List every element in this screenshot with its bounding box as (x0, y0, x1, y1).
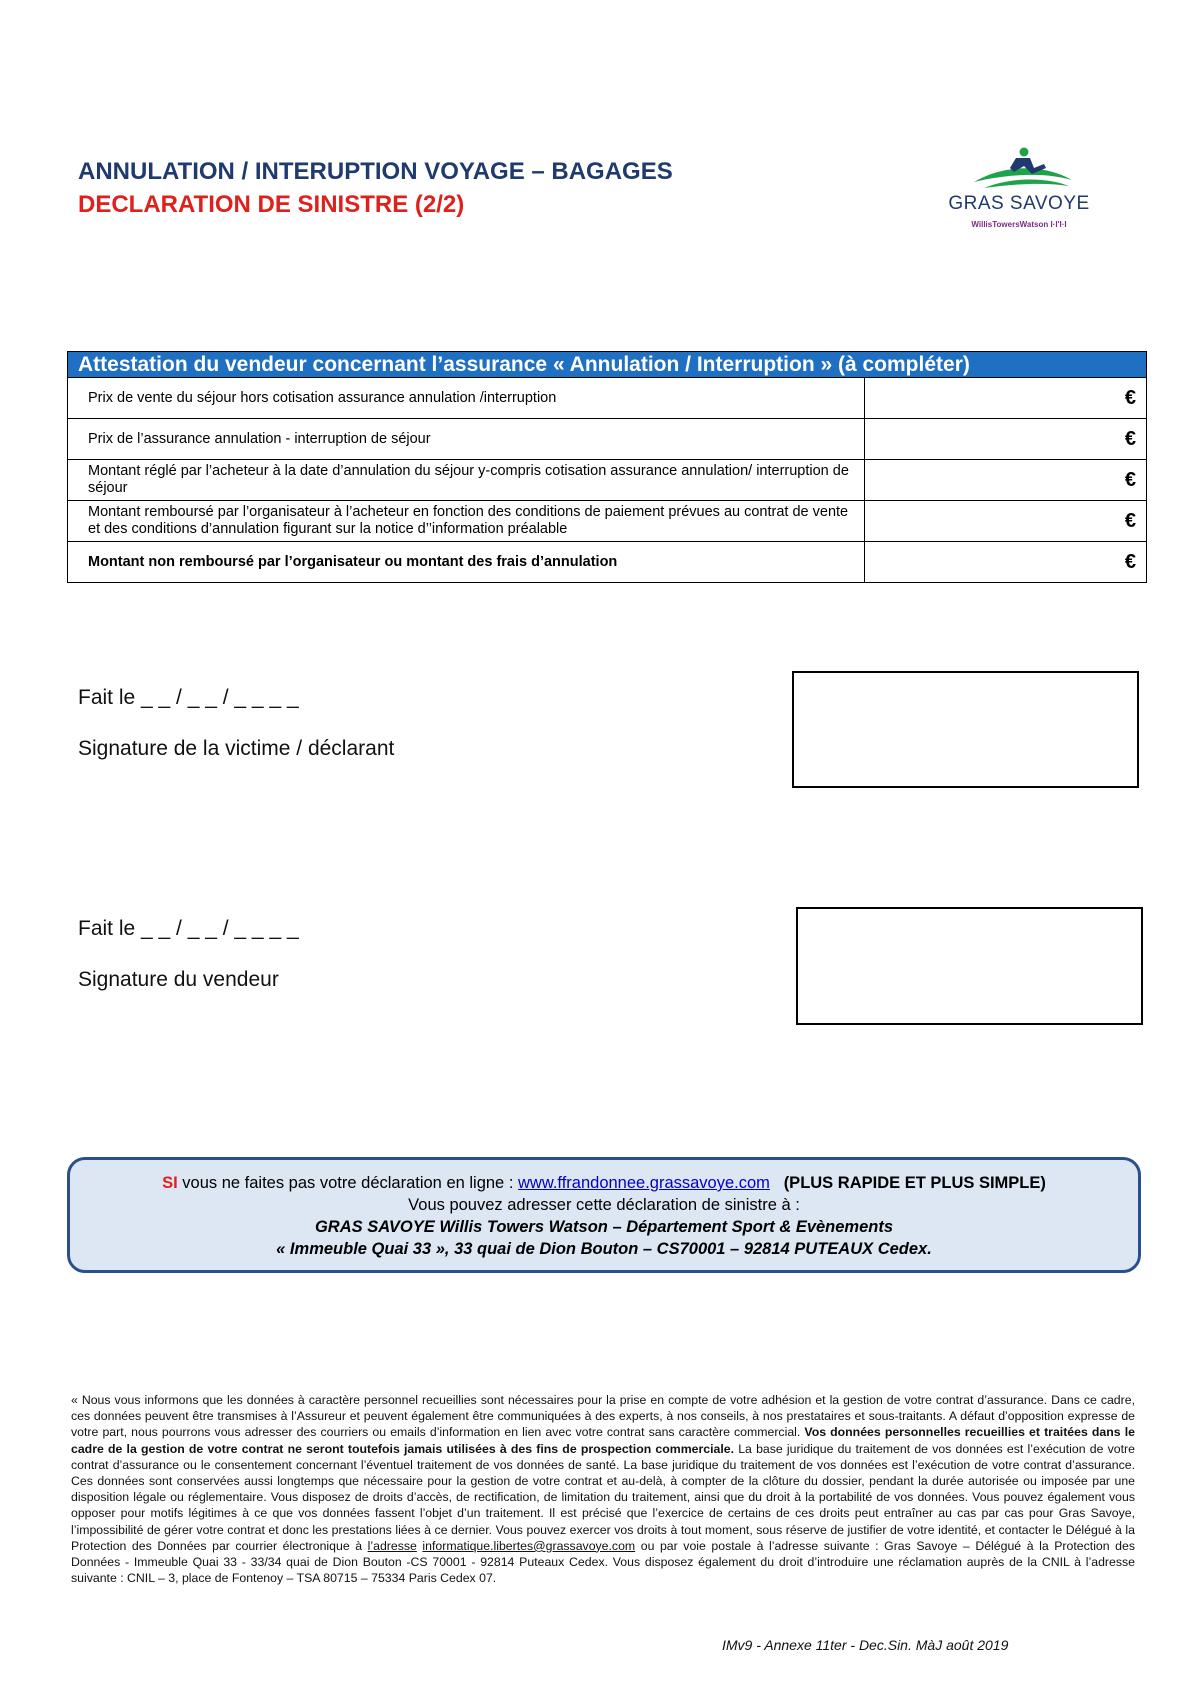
victim-signature-box[interactable] (792, 671, 1139, 788)
notice-line-4: « Immeuble Quai 33 », 33 quai de Dion Bouton – CS70001 – 92814 PUTEAUX Cedex. (276, 1240, 932, 1258)
table-row (68, 541, 1146, 582)
amount-field[interactable] (865, 460, 1146, 500)
amount-field[interactable] (865, 378, 1146, 418)
row-label: Prix de l’assurance annulation - interruption de séjour (68, 419, 865, 459)
seller-signature-box[interactable] (796, 907, 1143, 1025)
seller-date-line: Fait le _ _ / _ _ / _ _ _ _ (78, 917, 299, 940)
attestation-table (67, 351, 1147, 583)
euro-symbol: € (1124, 468, 1136, 491)
notice-box (67, 1157, 1141, 1273)
euro-symbol: € (1124, 509, 1136, 532)
title-line-1: ANNULATION / INTERUPTION VOYAGE – BAGAGES (78, 158, 673, 185)
table-row (68, 500, 1146, 541)
row-label: Prix de vente du séjour hors cotisation assurance annulation /interruption (68, 378, 865, 418)
legal-notice (71, 1392, 1135, 1586)
victim-signature-label: Signature de la victime / déclarant (78, 737, 395, 760)
online-declaration-link[interactable]: www.ffrandonnee.grassavoye.com (518, 1174, 770, 1192)
euro-symbol: € (1124, 550, 1136, 573)
amount-field[interactable] (865, 501, 1146, 541)
victim-date-line: Fait le _ _ / _ _ / _ _ _ _ (78, 686, 299, 709)
table-row (68, 377, 1146, 418)
title-line-2: DECLARATION DE SINISTRE (2/2) (78, 191, 465, 218)
legal-part-3: ou par voie postale à l’adresse suivante : Gras Savoye – Délégué à la Protection des Données - Immeuble Quai 33 - 33/34 quai de Dion Bouton -CS 70001 - 92814 Puteaux Cedex. Vous disposez également du droit d’introduire une réclamation auprès de la CNIL à l’adresse suivante : CNIL – 3, place de Fontenoy – TSA 80715 – 75334 Paris Cedex 07. (71, 1538, 1135, 1586)
notice-text: vous ne faites pas votre déclaration en ligne : (177, 1174, 518, 1192)
notice-line-3: GRAS SAVOYE Willis Towers Watson – Département Sport & Evènements (314, 1218, 894, 1236)
legal-part-1: « Nous vous informons que les données à caractère personnel recueillies sont nécessaires pour la prise en compte de votre adhésion et la gestion de votre contrat d’assurance. Dans ce cadre, ces données peuvent être transmises à l’Assureur et peuvent également être communiquées à des experts, à nos conseils, à nos prestataires et sous-traitants. A défaut d’opposition expresse de votre part, nous pourrons vous adresser des courriers ou emails d’information en lien avec votre contrat sans caractère commercial. (71, 1393, 1135, 1440)
notice-line-2: Vous pouvez adresser cette déclaration de sinistre à : (408, 1196, 800, 1214)
legal-email-link[interactable]: informatique.libertes@grassavoye.com (422, 1538, 636, 1553)
notice-line-1 (70, 1172, 1138, 1194)
footer-reference: IMv9 - Annexe 11ter - Dec.Sin. MàJ août 2019 (722, 1637, 1009, 1653)
amount-field[interactable] (865, 542, 1146, 582)
table-row (68, 418, 1146, 459)
row-label: Montant réglé par l’acheteur à la date d’annulation du séjour y-compris cotisation assurance annulation/ interruption de séjour (68, 460, 865, 500)
legal-part-2: La base juridique du traitement de vos données est l’exécution de votre contrat d’assurance ou le consentement concernant l’éventuel traitement de vos données de santé. La base juridique du traitement de vos données est l’exécution de votre contrat d’assurance. Ces données sont conservées aussi longtemps que nécessaire pour la gestion de votre contrat et au-delà, à compter de la clôture du dossier, pendant la durée autorisée ou imposée par une disposition légale ou réglementaire. Vous disposez de droits d’accès, de rectification, de limitation du traitement, ainsi que du droit à la portabilité de vos données. Vous pouvez également vous opposer pour motifs légitimes à ce que vos données fassent l’objet d’un traitement. Il est précisé que l’exercice de certains de ces droits peut entraîner au cas par cas pour Gras Savoye, l’impossibilité de gérer votre contrat et donc les prestations liées à ce dernier. Vous pouvez exercer vos droits à tout moment, sous réserve de justifier de votre identité, et contacter le Délégué à la Protection des Données par courrier électronique à (71, 1441, 1135, 1553)
logo-subtitle: WillisTowersWatson I·I'I·I (971, 220, 1067, 229)
row-label: Montant non remboursé par l’organisateur ou montant des frais d’annulation (68, 542, 865, 582)
euro-symbol: € (1124, 386, 1136, 409)
row-label: Montant remboursé par l’organisateur à l’acheteur en fonction des conditions de paiement prévues au contrat de vente et des conditions d’annulation figurant sur la notice d’’information préalable (68, 501, 865, 541)
notice-si: SI (162, 1174, 178, 1192)
legal-address-link[interactable]: l’adresse (367, 1538, 417, 1553)
table-row (68, 459, 1146, 500)
attestation-header: Attestation du vendeur concernant l’assurance « Annulation / Interruption » (à compléter) (68, 352, 1146, 377)
legal-bold: Vos données personnelles recueillies et traitées dans le cadre de la gestion de votre contrat ne seront toutefois jamais utilisées à des fins de prospection commerciale. (71, 1425, 1135, 1456)
seller-signature-label: Signature du vendeur (78, 968, 279, 991)
euro-symbol: € (1124, 427, 1136, 450)
logo-wordmark: GRAS SAVOYE (948, 193, 1090, 214)
notice-emphasis: (PLUS RAPIDE ET PLUS SIMPLE) (783, 1174, 1046, 1192)
amount-field[interactable] (865, 419, 1146, 459)
